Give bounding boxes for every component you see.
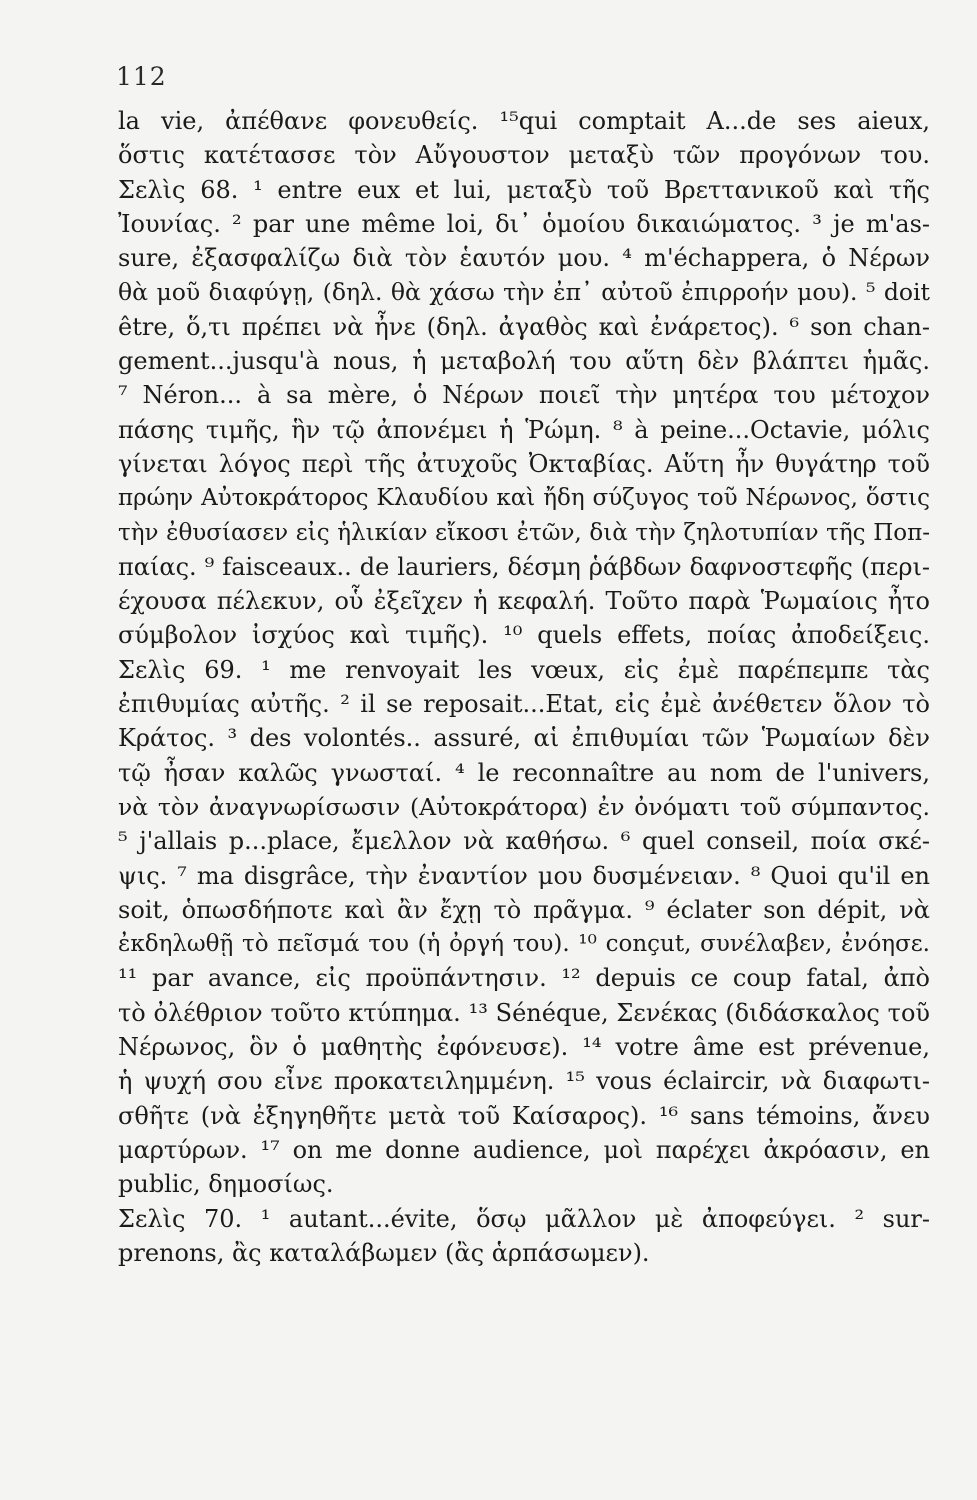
text-line: soit, ὁπωσδήποτε καὶ ἂν ἔχῃ τὸ πρᾶγμα. ⁹ éclater son dépit, νὰ xyxy=(118,895,930,924)
text-line: νὰ τὸν ἀναγνωρίσωσιν (Αὐτοκράτορα) ἐν ὀνόματι τοῦ σύμπαντος. xyxy=(118,792,930,821)
text-line: Νέρωνος, ὃν ὁ μαθητὴς ἐφόνευσε). ¹⁴ votre âme est prévenue, xyxy=(118,1033,930,1062)
text-line: Ἰουνίας. ² par une même loi, δι᾽ ὁμοίου δικαιώματος. ³ je m'as- xyxy=(118,209,930,238)
text-line: θὰ μοῦ διαφύγῃ, (δηλ. θὰ χάσω τὴν ἐπ᾽ αὐτοῦ ἐπιρροήν μου). ⁵ doit xyxy=(118,278,930,307)
text-line: σθῆτε (νὰ ἐξηγηθῆτε μετὰ τοῦ Καίσαρος). ¹⁶ sans témoins, ἄνευ xyxy=(118,1101,930,1130)
text-line: Σελὶς 68. ¹ entre eux et lui, μεταξὺ τοῦ Βρεττανικοῦ καὶ τῆς xyxy=(118,175,930,204)
text-line: γίνεται λόγος περὶ τῆς ἀτυχοῦς Ὀκταβίας. Αὕτη ἦν θυγάτηρ τοῦ xyxy=(118,449,930,478)
text-line: gement...jusqu'à nous, ἡ μεταβολή του αὕτη δὲν βλάπτει ἡμᾶς. xyxy=(118,347,930,376)
text-line: έχουσα πέλεκυν, οὗ ἐξεῖχεν ἡ κεφαλή. Τοῦτο παρὰ Ῥωμαίοις ἦτο xyxy=(118,587,930,616)
text-line: ⁵ j'allais p...place, ἔμελλον νὰ καθήσω. ⁶ quel conseil, ποία σκέ- xyxy=(118,827,930,856)
text-line: être, ὅ,τι πρέπει νὰ ἦνε (δηλ. ἀγαθὸς καὶ ἐνάρετος). ⁶ son chan- xyxy=(118,312,930,341)
text-line: ἐπιθυμίας αὐτῆς. ² il se reposait...Etat, εἰς ἐμὲ ἀνέθετεν ὅλον τὸ xyxy=(118,690,930,719)
text-line: ⁷ Néron... à sa mère, ὁ Νέρων ποιεῖ τὴν μητέρα του μέτοχον xyxy=(118,381,930,410)
text-line: public, δημοσίως. xyxy=(118,1170,334,1199)
text-line: prenons, ἂς καταλάβωμεν (ἂς ἁρπάσωμεν). xyxy=(118,1238,650,1267)
text-line: Σελὶς 69. ¹ me renvoyait les vœux, εἰς ἐμὲ παρέπεμπε τὰς xyxy=(118,655,930,684)
text-line: la vie, ἀπέθανε φονευθείς. ¹⁵qui comptait A...de ses aieux, xyxy=(118,107,930,135)
text-line: ψις. ⁷ ma disgrâce, τὴν ἐναντίον μου δυσμένειαν. ⁸ Quoi qu'il en xyxy=(118,861,930,890)
text-line: πάσης τιμῆς, ἣν τῷ ἀπονέμει ἡ Ῥώμη. ⁸ à peine...Octavie, μόλις xyxy=(118,415,930,444)
text-line: Σελὶς 70. ¹ autant...évite, ὅσῳ μᾶλλον μὲ ἀποφεύγει. ² sur- xyxy=(118,1204,930,1233)
text-line: ὅστις κατέτασσε τὸν Αὔγουστον μεταξὺ τῶν προγόνων του. xyxy=(118,141,930,170)
text-line: sure, ἐξασφαλίζω διὰ τὸν ἑαυτόν μου. ⁴ m'échappera, ὁ Νέρων xyxy=(118,244,930,273)
text-line: μαρτύρων. ¹⁷ on me donne audience, μοὶ παρέχει ἀκρόασιν, en xyxy=(118,1135,930,1164)
text-line: σύμβολον ἰσχύος καὶ τιμῆς). ¹⁰ quels effets, ποίας ἀποδείξεις. xyxy=(118,621,930,650)
page-number: 112 xyxy=(116,62,167,91)
text-line: Κράτος. ³ des volontés.. assuré, αἱ ἐπιθυμίαι τῶν Ῥωμαίων δὲν xyxy=(118,724,930,753)
text-line: τῷ ἦσαν καλῶς γνωσταί. ⁴ le reconnaître au nom de l'univers, xyxy=(118,758,930,787)
text-line: ἡ ψυχή σου εἶνε προκατειλημμένη. ¹⁵ vous éclaircir, νὰ διαφωτι- xyxy=(118,1067,930,1096)
text-line: ¹¹ par avance, εἰς προϋπάντησιν. ¹² depuis ce coup fatal, ἀπὸ xyxy=(118,964,930,993)
text-line: τὸ ὀλέθριον τοῦτο κτύπημα. ¹³ Sénéque, Σενέκας (διδάσκαλος τοῦ xyxy=(118,998,930,1027)
annotation-text-block xyxy=(118,104,930,1270)
text-line: τὴν ἐθυσίασεν εἰς ἡλικίαν εἴκοσι ἐτῶν, διὰ τὴν ζηλοτυπίαν τῆς Ποπ- xyxy=(118,519,930,546)
text-line: παίας. ⁹ faisceaux.. de lauriers, δέσμη ῥάβδων δαφνοστεφῆς (περι- xyxy=(118,552,930,581)
text-line: πρώην Αὐτοκράτορος Κλαυδίου καὶ ἤδη σύζυγος τοῦ Νέρωνος, ὅστις xyxy=(118,485,930,512)
text-line: ἐκδηλωθῇ τὸ πεῖσμά του (ἡ ὀργή του). ¹⁰ conçut, συνέλαβεν, ἐνόησε. xyxy=(118,931,930,958)
